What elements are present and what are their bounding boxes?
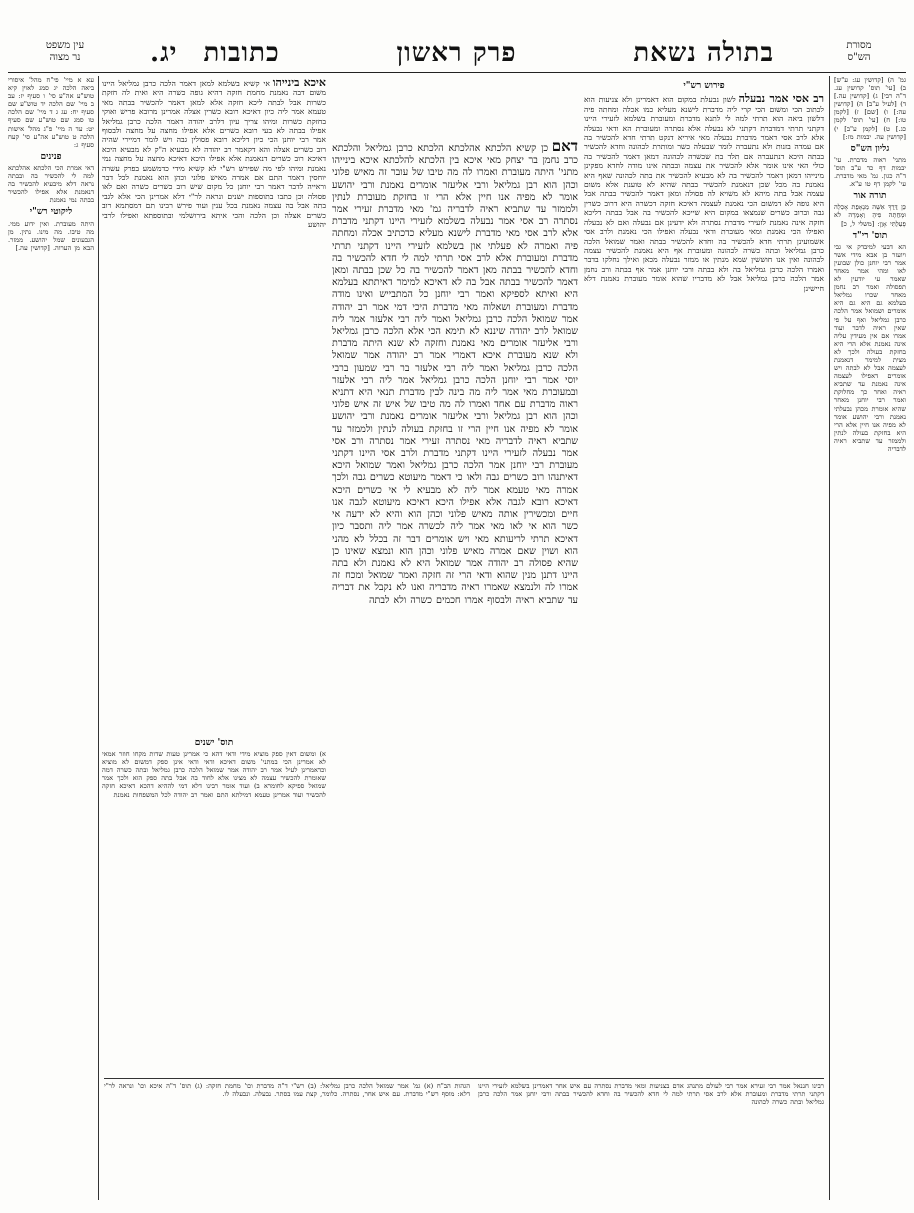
gemara-lead-word: דאם	[551, 140, 578, 155]
footnote-rule	[104, 1078, 824, 1079]
footnote-left-text: הגהות הב"ח (א) גמ' אמר שמואל הלכה כרבן גמליאל: (ב) רש"י ד"ה מדברת וכו' מחמת חזקה: (ג) תוס' ד"ה איכא וכו' ונראה לר"י דלא: מוסף רש"י מדברת. עם איש אחר, נסתרה. כלומר, קצת עמו בסתר. נבעלה. ונבעלה לו.	[104, 1082, 470, 1099]
tractate-name: כתובות	[203, 38, 280, 68]
page-header	[10, 6, 904, 68]
tosafot-rid-text: הא דבעי למיבדק אי גבי ויועזר בן אבא מידי אשר אמר רבי יוחנן כולן שבועין לאו ומהי אמר מאחר שאמר עי יודעין לא תפסולה ואמר רב נחמן מאחר שכרו גמליאל בעלמא גם היא גם היא אומרים ושמואל אמר הלכה כרבן גמליאל ואף על פי שאין ראיה לדבר ועוד אמרו אם אין מעידין עליה אינה נאמנת אלא הרי היא בחזקת בעולה ולכך לא מצית למימר דנאמנת לעצמה אבל לא לבתה ויש אומרים דאפילו לעצמה אינה נאמנת עד שתביא ראיה ואחר כך מחלוקת ואמר רבי יוחנן מאחר שהיא אומרת מכהן נבעלתי נאמנת ורבי יהושע אומר לא מפיה אנו חיין אלא הרי היא בחזקת בעולה לנתין ולממזר עד שתביא ראיה לדבריה	[834, 242, 906, 454]
mesoret-text: גמ' ה) [קדושין עג: ע"ש] ב) [עי' תוס' קדושין עג. ד"ה רבי] ג) [קדושין עה.] ד) [לעיל ע"ב] ה) [קדושין עה:] ו) [שם] ז) [לקמן טו:] ח) [עי' תוס' לקמן כג.] ט) [לקמן ע"ב] י) [קדושין עה. יבמות מז:]	[834, 76, 906, 141]
gemara-text: כן קשיא הלכתא אהלכתא הלכתא כרבן גמליאל והלכתא כרב נחמן בר יצחק מאי איכא בין הלכתא להלכתא איכא בינייהו מתני' היתה מעוברת ואמרו לה מה טיבו של עובר זה מאיש פלוני וכהן הוא רבן גמליאל ורבי אליעזר אומרים נאמנת ורבי יהושע אומר לא מפיה אנו חיין אלא הרי זו בחזקת מעוברת לנתין ולממזר עד שתביא ראיה לדבריה גמ' מאי מדברת זעירי אמר נסתרה רב אסי אמר נבעלה בשלמא לזעירי היינו דקתני מדברת אלא לרב אסי מאי מדברת לישנא מעליא כדכתיב אכלה ומחתה פיה ואמרה לא פעלתי און בשלמא לזעירי היינו דקתני תרתי מדברת ומעוברת אלא לרב אסי תרתי למה לי חדא להכשיר בה וחדא להכשיר בבתה מאן דאמר להכשיר בה כל שכן בבתה ומאן דאמר להכשיר בבתה אבל בה לא דאיכא למימר דאיתתא בעלמא היא ואיתא לספיקא ואמר רבי יוחנן כל המתבייש ואינו מודה מדברת ומעוברת ושאלוה מאי מדברת היכי דמי אמר רב יהודה אמר שמואל הלכה כרבן גמליאל ואמר ליה רבי אלעזר אמר ליה שמואל לרב יהודה שיננא לא תימא הכי אלא הלכה כרבן גמליאל ורבי אליעזר אומרים מאי נאמנת וחזקה לא שנא היתה מדברת ולא שנא מעוברת איכא דאמרי אמר רב יהודה אמר שמואל הלכה כרבן גמליאל ואמר ליה רבי אלעזר בר רבי שמעון ברבי יוסי אמר רבי יוחנן הלכה כרבן גמליאל אמר ליה רבי אלעזר ובמעוברת מאי אמר ליה מה בינה לבין מדברת תנאי היא דתניא ראוה מדברת עם אחד ואמרו לה מה טיבו של איש זה איש פלוני וכהן הוא רבן גמליאל ורבי אליעזר אומרים נאמנת ורבי יהושע אומר לא מפיה אנו חיין הרי זו בחזקת בעולה לנתין ולממזר עד שתביא ראיה לדבריה מאי נסתרה זעירי אמר נסתרה ורב אסי אמר נבעלה לזעירי היינו דקתני מדברת ולרב אסי היינו דקתני מעוברת רבי יוחנן אמר הלכה כרבן גמליאל ואמר שמואל היכא דאיתנהו רוב כשרים גבה ולאו כי דאמר מיעוטא כשרים גבה ולכך אמרה מאי טעמא אמר ליה לא מבעיא לי אי כשרים היכא דאיכא רובא לגבה אלא אפילו היכא דאיכא מיעוטא לגבה אנו חיים ומכשירין אותה מאיש פלוני וכהן הוא והיא לא ידעה אי כשר הוא אי לאו מאי אמר ליה לכשרה אמר ליה ותסבר כיון דאיכא תרתי לריעותא מאי ויש אומרים דבר זה בכלל לא מהני הוא ושוין שאם אמרה מאיש פלוני וכהן הוא ונמצא שאינו כן שהיא פסולה רב יהודה אמר שמואל היא לא נאמנת ולא בתה היינו דתנן מנין שהוא ודאי הרי זה חזקה ואמר שמואל ומכח זה אמרו לה ולנמצא שאמרו ראיה מדבריה ואנו לא נקבל את דבריה עד שתביא ראיה ולבסוף אמרו חכמים כשרה ולא לבתה	[332, 143, 578, 606]
mesoret-label: מסורת הש"ס	[846, 40, 872, 63]
gilyon-text: מתני' ראוה מדברת. עי' יבמות דף כד ע"ב תוס' ד"ה כגון. גמ' מאי מדברת. עי' לקמן דף טו ע"א.	[834, 155, 906, 189]
running-title	[150, 38, 774, 68]
torah-ohr-text: כֵּן דֶּרֶךְ אִשָּׁה מְנָאָפֶת אָכְלָה וּמָחֲתָה פִיהָ וְאָמְרָה לֹא פָעַלְתִּי אָוֶן: [משלי ל, כ]	[834, 203, 906, 228]
rashi-column	[584, 78, 824, 1078]
chapter-number: פרק ראשון	[396, 38, 517, 68]
tosafot-yeshanim-box	[102, 735, 326, 1075]
torah-ohr-title: תורה אור	[853, 191, 887, 202]
likutei-rashi-title: ליקוטי רש"י	[29, 207, 73, 218]
tosafot-yeshanim-text: א) ומשום דאין ספק מוציא מידי ודאי דהא כי אמרינן טעות שדות מקחו חוזר אמאי לא אמרינן הכי במתני' משום דאיכא ודאי ודאי אינן ספק דמשום לא מוציא וכדאמרינן לעיל אמר רב יהודה אמר שמואל הלכה כרבן גמליאל ובתה כשרה דמה שאומרת להכשיר עצמה לא מצינו אלא לחוד בה אבל בתה ספק הוא ולכך אמר שמואל ספיקא לחומרא ב) ועוד אומר רבינו דלא דמי לההיא דהכא דאיכא חזקה להכשיר ועוד אמרינן טעמא דמילתא התם ואמר רב יהודה לכל המשפחות נאמנת	[102, 750, 326, 799]
ein-mishpat-column	[8, 76, 94, 1196]
footnote-right-text: רבינו חננאל אמר רבי זעירא אמר רבי לעולם מתנהג אדם בצניעות ומאי מדברת נסתרה עם איש אחר דאמרינן בשלמא לזעירי היינו דקתני תרתי מדברת ומעוברת אלא לרב אסי תרתי למה לי חדא להכשיר בה וחדא להכשיר בבתה ורבי יוחנן אמר הלכה כרבן גמליאל ובתה כשרה לכהונה	[478, 1082, 824, 1107]
divider-right	[829, 76, 830, 1200]
page-number: יג.	[150, 38, 178, 68]
mesoret-column	[834, 76, 906, 1196]
chapter-title: בתולה נשאת	[633, 38, 774, 68]
pninim-text: דאי אמרת הכי הלכתא אהלכתא למה לי להכשיר בה ובבתה נראה דלא מיבעיא להכשיר בה דנאמנת אלא אפילו להכשיר בבתה נמי נאמנת	[8, 163, 94, 205]
header-rule	[8, 72, 906, 73]
tosafot-rid-title: תוס' רי"ד	[852, 230, 888, 241]
gilyon-title: גליון הש"ס	[850, 143, 890, 154]
rashi-text: לשון נבעלת במקום הוא דאמרינן ולא צניעות הוא לכתוב הכי ומשום הכי קרי ליה מדברת לישנא מעליא כמו אכלה ומחתה פיה דלשון ביאה הוא תרתי למה לי לתנא מדברת ומעוברת בשלמא לזעירי היינו דקתני תרתי דמדברת דקתני לא נבעלה אלא נסתרה ומעוברת הא ודאי נבעלה אלא לרב אסי דאמר מדברת נבעלה מאי איריא דנקט תרתי חדא להכשיר בה אם עמדה בזנות ולא נתעברה לומר שבעלה כשר ומותרת לכהונה וחדא להכשיר בבתה היכא דנתעברה אם תלד בת שכשרה לכהונה דמאן דאמר להכשיר בה כולי האי אינו אומר אלא להכשיר את עצמה ובבתה אינו מודה לחדא מפקינן מינייהו דמאן דאמר להכשיר בה לא מבעיא להכשיר את בתה לכהונה שאף היא נאמנת בה מכל שכן דנאמנת להכשיר בבתה שהיא לא טוענת אלא משום עצמה אבל בתה מיהא לא משויא לה פסולה ומאן דאמר להכשיר בבתה אבל היא גופה לא דמשום הכי נאמנת לעצמה דאיכא חזקה דכשרה היא דרוב כשרין גבה וברוב כשרים שנמצאו במקום היא שייכא להכשיר בה אבל בבתה דליכא חזקה אינה נאמנת לזעירי מדברת נסתרה ולא ידעינן אם נבעלה ואם לא נבעלה ואפילו הכי נאמנת ומאי מעוברת ודאי נבעלה ואפילו הכי נאמנת ולרב אסי אשמועינן תרתי חדא להכשיר בה וחדא להכשיר בבתה ואמר שמואל הלכה כרבן גמליאל ובתה כשרה לכהונה ומעוברת אף היא נאמנת להכשיר עצמה לכהונה ואין אנו חוששין שמא מנתין או ממזר נבעלה מכאן ואילך נחלקו בדבר ואמרו הלכה כרבן גמליאל בה ולא בבתה ורבי יוחנן אמר אף בבתה ורב נחמן אמר הלכה כרבן גמליאל אבל לא מדבריו שהוא אומר מעוברת נאמנת דלא חיישינן	[584, 95, 824, 293]
tosafot-yeshanim-title: תוס' ישנים	[194, 738, 234, 748]
footnote-left	[104, 1082, 470, 1204]
divider-left	[98, 76, 99, 1200]
ein-mishpat-text: עא א מיי' פי"ח מהל' איסורי ביאה הלכה יג סמג לאוין קיא טוש"ע אה"ע סי' ו סעיף יז: עב ב מיי' שם הלכה יד טוש"ע שם סעיף יח: עג ג ד מיי' שם הלכה טו סמג שם טוש"ע שם סעיף יט: עד ה מיי' פ"ג מהל' אישות הלכה ט טוש"ע אה"ע סי' קעח סעיף ג:	[8, 76, 94, 149]
likutei-rashi-text: היתה מעוברת. ואין ידוע ממי. מה טיבו. מה מינו. נתין. מן הגבעונים שמל יהושע. ממזר. הבא מן הערוה. [קדושין עה.]	[8, 219, 94, 252]
tosafot-lead-word: איכא בינייהו	[272, 78, 326, 89]
tosafot-text: אי קשיא בשלמא למאן דאמר הלכה כרבן גמליאל היינו משום דבה נאמנת מחמת חזקה דהיא גופה כשרה היא ואית לה חזקת כשרות אבל לבתה ליכא חזקה אלא למאן דאמר להכשיר בבתה מאי טעמא אמר ליה כיון דאיכא רובא כשרין אצלה אמרינן מרובא פריש ואוקי בחזקת כשרות ומיהו צריך עיון דלרב יהודה דאמר הלכה כרבן גמליאל אפילו בבתה לא בעי רובא כשרים אלא אפילו מחצה על מחצה ולבסוף אמר רבי יוחנן הכי כיון דליכא רובא פסולין גבה ויש לומר דמיירי שהיה רוב כשרים אצלה והא דקאמר רב יהודה לא מבעיא ה"ק לא מבעיא היכא דאיכא רוב כשרים דנאמנת אלא אפילו היכא דאיכא מחצה על מחצה נמי נאמנת ומיהו לפי מה שפירש רש"י לא קשיא מידי כדמשמע בפרק עשרה יוחסין דאמר התם אם אמרה מאיש פלוני וכהן הוא נאמנת לכל דבר וראייה לדבר דאמר רבי יוחנן כל מקום שיש רוב כשרים כשרה ואם לאו פסולה וכן כתבו בתוספות ישנים ונראה לר"י דלא אמרינן הכי אלא לגבי בתה אבל בה עצמה נאמנת בכל ענין ועוד פירש רבינו תם דמסתמא רוב כשרים אצלה וכן הלכה והכי איתא בירושלמי ובתוספתא ואפילו לרבי יהושע	[102, 79, 326, 230]
footnote-right	[478, 1082, 824, 1204]
ein-mishpat-label: עין משפט נר מצוה	[45, 40, 85, 63]
pninim-title: פנינים	[40, 151, 62, 162]
gemara-column	[332, 140, 578, 1070]
rashi-title: פירוש רש"י	[683, 81, 725, 91]
rashi-lead-word: רב אסי אמר נבעלה	[738, 92, 824, 106]
tosafot-column	[102, 78, 326, 728]
